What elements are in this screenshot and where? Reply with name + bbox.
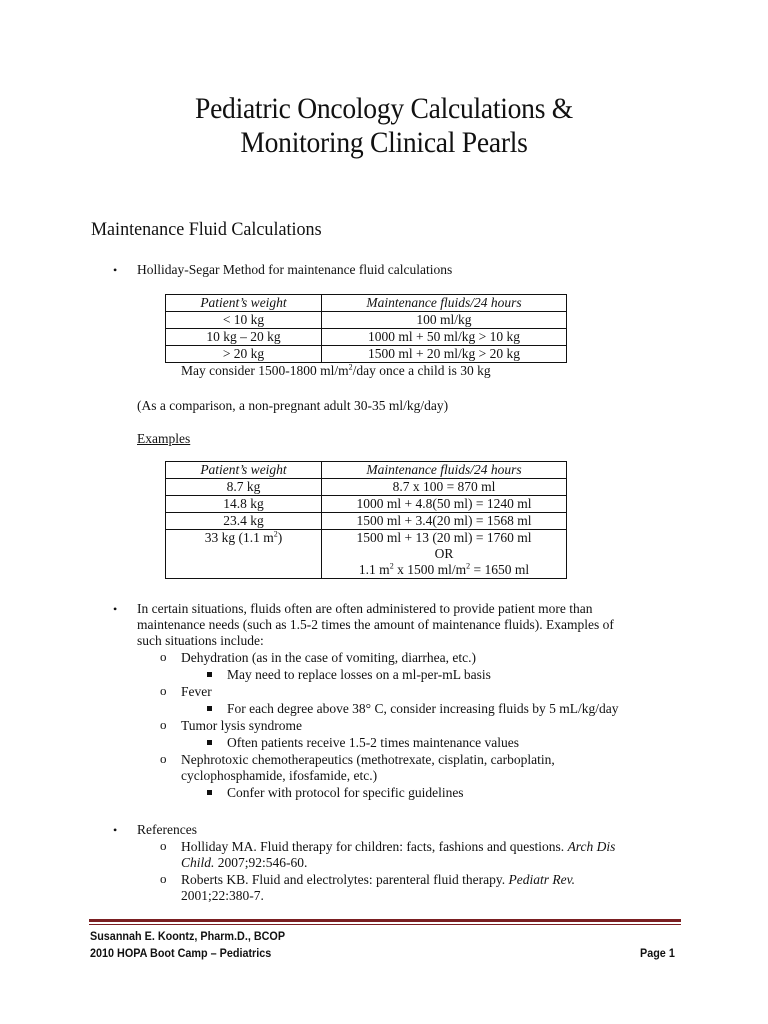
reference-roberts-line2: 2001;22:380-7.	[181, 888, 264, 903]
sub-bullet-o: o	[160, 871, 167, 886]
reference-holliday-line2	[181, 854, 307, 871]
calc-or: OR	[434, 546, 454, 561]
table-row	[166, 312, 567, 329]
note-text-end: /day once a child is 30 kg	[352, 363, 491, 378]
reference-citation: 2007;92:546-60.	[214, 855, 308, 870]
situation-nephrotoxic-line2: cyclophosphamide, ifosfamide, etc.)	[181, 768, 378, 783]
square-bullet	[207, 740, 212, 745]
table-header-cell: Maintenance fluids/24 hours	[322, 295, 567, 312]
reference-holliday	[181, 838, 615, 855]
table-cell	[322, 530, 567, 579]
note-superscript: 2	[348, 362, 353, 372]
table-cell: < 10 kg	[166, 312, 322, 329]
calc-line-1: 1500 ml + 13 (20 ml) = 1760 ml	[356, 530, 532, 545]
situation-fever-detail: For each degree above 38° C, consider increasing fluids by 5 mL/kg/day	[227, 701, 619, 716]
weight-text: 33 kg (1.1 m	[204, 530, 274, 545]
table-cell: 14.8 kg	[166, 496, 322, 513]
table-row	[166, 530, 567, 579]
reference-text: Roberts KB. Fluid and electrolytes: parenteral fluid therapy.	[181, 872, 509, 887]
situation-nephrotoxic-detail: Confer with protocol for specific guidelines	[227, 785, 464, 800]
title-line-2: Monitoring Clinical Pearls	[240, 126, 528, 159]
table-row	[166, 329, 567, 346]
note-text: May consider 1500-1800 ml/m	[181, 363, 349, 378]
table-cell: 1000 ml + 4.8(50 ml) = 1240 ml	[322, 496, 567, 513]
bullet-certain-situations-line3: such situations include:	[137, 633, 264, 648]
sub-bullet-o: o	[160, 683, 167, 698]
square-bullet	[207, 672, 212, 677]
footer-event: 2010 HOPA Boot Camp – Pediatrics	[90, 946, 272, 960]
table-cell: 1500 ml + 20 ml/kg > 20 kg	[322, 346, 567, 363]
table-cell: 8.7 kg	[166, 479, 322, 496]
table-cell: 10 kg – 20 kg	[166, 329, 322, 346]
bullet-dot: •	[113, 602, 118, 616]
footer-author: Susannah E. Koontz, Pharm.D., BCOP	[90, 929, 286, 943]
calc-part: 1.1 m	[358, 562, 390, 577]
footer-rule-thin	[89, 924, 681, 925]
examples-table	[165, 461, 567, 579]
situation-fever: Fever	[181, 684, 212, 699]
bullet-certain-situations: In certain situations, fluids often are often administered to provide patient more than	[137, 601, 593, 616]
reference-journal: Arch Dis	[567, 839, 616, 854]
table-cell: 8.7 x 100 = 870 ml	[322, 479, 567, 496]
table-header-cell: Maintenance fluids/24 hours	[322, 462, 567, 479]
title-line-1: Pediatric Oncology Calculations &	[194, 92, 573, 125]
calc-line-3	[359, 562, 529, 577]
table-row	[166, 513, 567, 530]
consider-note	[181, 362, 491, 379]
table-cell	[166, 530, 322, 579]
reference-roberts	[181, 871, 575, 888]
table-row	[166, 346, 567, 363]
situation-tumor-lysis: Tumor lysis syndrome	[181, 718, 303, 733]
table-header-cell: Patient’s weight	[166, 462, 322, 479]
weight-text-end: )	[277, 530, 283, 545]
square-bullet	[207, 706, 212, 711]
bullet-dot: •	[113, 263, 118, 277]
calc-part: x 1500 ml/m	[393, 562, 467, 577]
table-cell: > 20 kg	[166, 346, 322, 363]
table-cell: 100 ml/kg	[322, 312, 567, 329]
table-cell: 1500 ml + 3.4(20 ml) = 1568 ml	[322, 513, 567, 530]
table-row	[166, 479, 567, 496]
calc-superscript: 2	[466, 561, 471, 571]
table-header-cell: Patient’s weight	[166, 295, 322, 312]
sub-bullet-o: o	[160, 717, 167, 732]
footer-page-number: Page 1	[640, 946, 675, 960]
footer-rule	[89, 919, 681, 922]
reference-journal: Child.	[181, 855, 215, 870]
bullet-dot: •	[113, 823, 118, 837]
sub-bullet-o: o	[160, 751, 167, 766]
weight-superscript: 2	[273, 529, 278, 539]
square-bullet	[207, 790, 212, 795]
adult-comparison: (As a comparison, a non-pregnant adult 30-35 ml/kg/day)	[137, 398, 449, 413]
bullet-certain-situations-line2: maintenance needs (such as 1.5-2 times the amount of maintenance fluids). Examples of	[137, 617, 614, 632]
maintenance-table	[165, 294, 567, 363]
table-header-row	[166, 462, 567, 479]
situation-dehydration-detail: May need to replace losses on a ml-per-mL basis	[227, 667, 491, 682]
examples-label: Examples	[137, 431, 191, 446]
table-cell: 1000 ml + 50 ml/kg > 10 kg	[322, 329, 567, 346]
sub-bullet-o: o	[160, 838, 167, 853]
situation-tumor-lysis-detail: Often patients receive 1.5-2 times maintenance values	[227, 735, 520, 750]
situation-dehydration: Dehydration (as in the case of vomiting, diarrhea, etc.)	[181, 650, 477, 665]
calc-superscript: 2	[389, 561, 394, 571]
table-cell: 23.4 kg	[166, 513, 322, 530]
section-heading: Maintenance Fluid Calculations	[91, 219, 322, 240]
table-header-row	[166, 295, 567, 312]
reference-journal: Pediatr Rev.	[508, 872, 576, 887]
sub-bullet-o: o	[160, 649, 167, 664]
bullet-holliday-segar: Holliday-Segar Method for maintenance fluid calculations	[137, 262, 453, 277]
page-title	[31, 92, 738, 160]
references-label: References	[137, 822, 197, 837]
reference-text: Holliday MA. Fluid therapy for children: facts, fashions and questions.	[181, 839, 568, 854]
situation-nephrotoxic: Nephrotoxic chemotherapeutics (methotrexate, cisplatin, carboplatin,	[181, 752, 555, 767]
table-row	[166, 496, 567, 513]
calc-part: = 1650 ml	[470, 562, 530, 577]
